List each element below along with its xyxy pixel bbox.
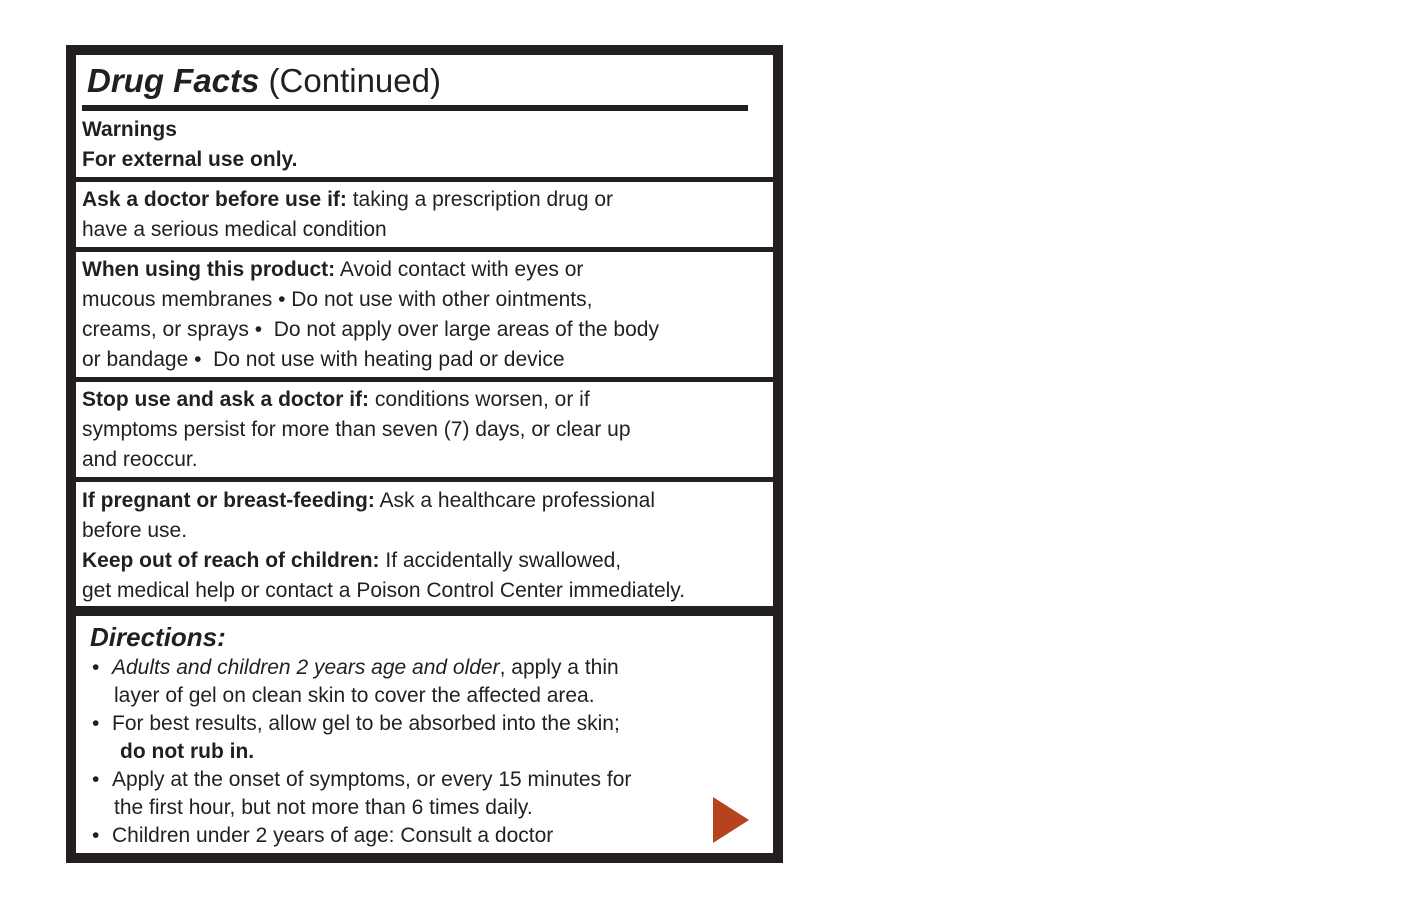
page-title — [82, 61, 771, 101]
bullet-2-text: For best results, allow gel to be absorbed into the skin; — [112, 712, 620, 735]
keep-out-lead: Keep out of reach of children: — [82, 549, 380, 572]
pregnancy-line-1 — [82, 486, 771, 516]
directions-bullet-2 — [90, 710, 771, 738]
drug-facts-title: Drug Facts — [87, 62, 260, 99]
stop-use-line-1 — [82, 385, 771, 415]
pregnancy-rest: Ask a healthcare professional — [374, 489, 656, 512]
section-when-using — [76, 252, 773, 382]
warnings-heading: Warnings — [82, 118, 177, 141]
stop-use-rest: conditions worsen, or if — [369, 388, 590, 411]
when-using-rest: Avoid contact with eyes or — [335, 258, 584, 281]
when-using-line-3: creams, or sprays • Do not apply over large areas of the body — [82, 318, 659, 341]
section-directions — [76, 606, 773, 854]
ask-doctor-rest: taking a prescription drug or — [346, 188, 614, 211]
bullet-4-text: Children under 2 years of age: Consult a doctor — [112, 824, 554, 847]
bullet-icon: • — [92, 768, 100, 791]
keep-out-line-1 — [82, 546, 771, 576]
when-using-line-1 — [82, 255, 771, 285]
external-use-line: For external use only. — [82, 148, 298, 171]
pregnancy-lead: If pregnant or breast-feeding: — [82, 489, 375, 512]
directions-heading: Directions: — [90, 622, 226, 652]
bullet-3-text: Apply at the onset of symptoms, or every 15 minutes for — [112, 768, 632, 791]
directions-bullet-3 — [90, 766, 771, 794]
keep-out-line-2: get medical help or contact a Poison Control Center immediately. — [82, 579, 686, 602]
section-ask-doctor — [76, 182, 773, 252]
directions-bullet-3-cont: the first hour, but not more than 6 times daily. — [114, 796, 533, 819]
bullet-1-text — [112, 654, 619, 682]
when-using-lead: When using this product: — [82, 258, 336, 281]
title-rule — [82, 105, 748, 111]
directions-bullet-1 — [90, 654, 771, 682]
directions-bullet-2-cont: do not rub in. — [120, 740, 255, 763]
section-stop-use — [76, 382, 773, 482]
stop-use-line-3: and reoccur. — [82, 448, 198, 471]
keep-out-rest: If accidentally swallowed, — [379, 549, 622, 572]
stop-use-lead: Stop use and ask a doctor if: — [82, 388, 370, 411]
bullet-icon: • — [92, 712, 100, 735]
section-pregnancy-children — [76, 482, 773, 606]
ask-doctor-line-1 — [82, 185, 771, 215]
directions-bullet-1-cont: layer of gel on clean skin to cover the affected area. — [114, 684, 595, 707]
pregnancy-line-2: before use. — [82, 519, 188, 542]
bullet-1-italic: Adults and children 2 years age and older — [112, 656, 500, 679]
directions-bullet-4 — [90, 822, 771, 850]
ask-doctor-line-2: have a serious medical condition — [82, 218, 387, 241]
bullet-icon: • — [92, 824, 100, 847]
title-continued-suffix: (Continued) — [259, 62, 441, 99]
bullet-1-rest: , apply a thin — [499, 656, 619, 679]
bullet-icon: • — [92, 656, 100, 679]
when-using-line-4: or bandage • Do not use with heating pad or device — [82, 348, 565, 371]
drug-facts-label-panel — [66, 45, 783, 863]
when-using-line-2: mucous membranes • Do not use with other ointments, — [82, 288, 593, 311]
section-title-warnings — [76, 55, 773, 182]
ask-doctor-lead: Ask a doctor before use if: — [82, 188, 347, 211]
continue-arrow-icon — [713, 797, 749, 843]
stop-use-line-2: symptoms persist for more than seven (7) days, or clear up — [82, 418, 631, 441]
